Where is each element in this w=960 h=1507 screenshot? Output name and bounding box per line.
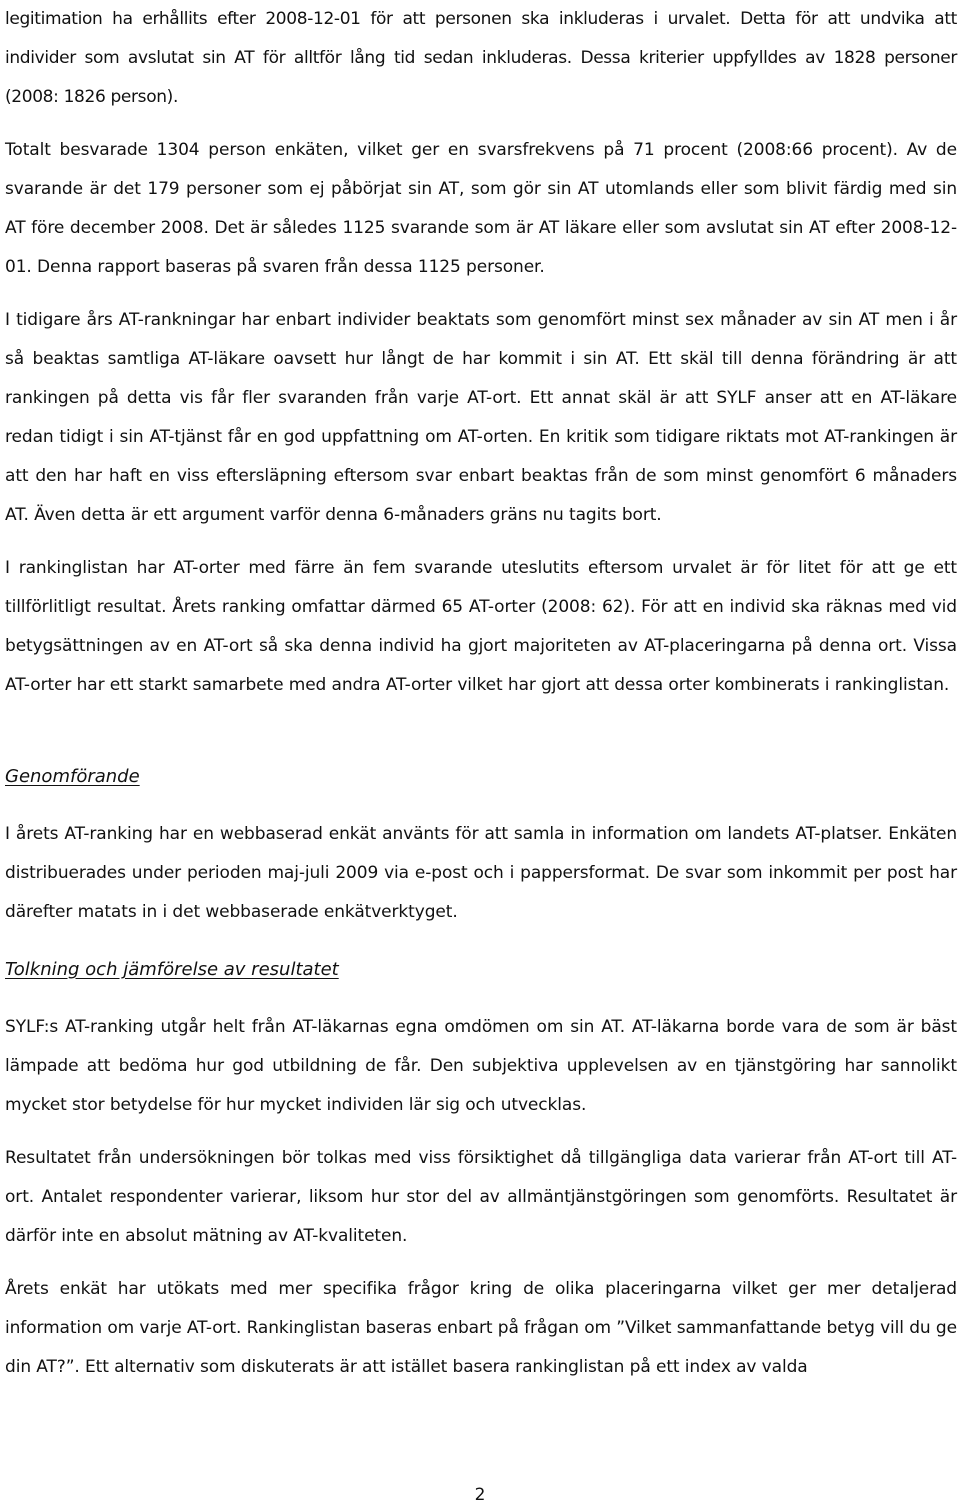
paragraph-expanded-survey: Årets enkät har utökats med mer specifika frågor kring de olika placeringarna vilket ger mer detaljerad information om varje AT-ort. Rankinglistan baseras enbart på frågan om ”Vilket sammanfattande betyg vill du ge din AT?”. Ett alternativ som diskuterats är att istället basera rankinglistan på ett index av valda — [5, 1279, 957, 1377]
paragraph-methodology-change: I tidigare års AT-rankningar har enbart individer beaktats som genomfört minst sex månader av sin AT men i år så beaktas samtliga AT-läkare oavsett hur långt de har kommit i sin AT. Ett skäl till denna förändring är att rankingen på detta vis får fler svaranden från varje AT-ort. Ett annat skäl är att SYLF anser att en AT-läkare redan tidigt i sin AT-tjänst får en god uppfattning om AT-orten. En kritik som tidigare riktats mot AT-rankingen är att den har haft en viss eftersläpning eftersom svar enbart beaktas från de som minst genomfört 6 månaders AT. Även detta är ett argument varför denna 6-månaders gräns nu tagits bort. — [5, 310, 957, 525]
paragraph-survey-distribution: I årets AT-ranking har en webbaserad enkät använts för att samla in information om landets AT-platser. Enkäten distribuerades under perioden maj-juli 2009 via e-post och i pappersformat. De svar som inkommit per post har därefter matats in i det webbaserade enkätverktyget. — [5, 824, 957, 922]
page-number: 2 — [474, 1485, 486, 1505]
paragraph-subjective-assessment: SYLF:s AT-ranking utgår helt från AT-läkarnas egna omdömen om sin AT. AT-läkarna borde vara de som är bäst lämpade att bedöma hur god utbildning de får. Den subjektiva upplevelsen av en tjänstgöring har sannolikt mycket stor betydelse för hur mycket individen lär sig och utvecklas. — [5, 1017, 957, 1115]
paragraph-response-rate: Totalt besvarade 1304 person enkäten, vilket ger en svarsfrekvens på 71 procent (2008:66 procent). Av de svarande är det 179 personer som ej påbörjat sin AT, som gör sin AT utomlands eller som blivit färdig med sin AT före december 2008. Det är således 1125 svarande som är AT läkare eller som avslutat sin AT efter 2008-12-01. Denna rapport baseras på svaren från dessa 1125 personer. — [5, 140, 957, 277]
paragraph-ranking-list: I rankinglistan har AT-orter med färre än fem svarande uteslutits eftersom urvalet är för litet för att ge ett tillförlitligt resultat. Årets ranking omfattar därmed 65 AT-orter (2008: 62). För att en individ ska räknas med vid betygsättningen av en AT-ort så ska denna individ ha gjort majoriteten av AT-placeringarna på denna ort. Vissa AT-orter har ett starkt samarbete med andra AT-orter vilket har gjort att dessa orter kombinerats i rankinglistan. — [5, 558, 957, 695]
document-body — [5, 0, 957, 1387]
heading-genomforande: Genomförande — [5, 766, 140, 787]
heading-tolkning: Tolkning och jämförelse av resultatet — [5, 959, 339, 980]
paragraph-interpretation-caution: Resultatet från undersökningen bör tolkas med viss försiktighet då tillgängliga data varierar från AT-ort till AT-ort. Antalet respondenter varierar, liksom hur stor del av allmäntjänstgöringen som genomförts. Resultatet är därför inte en absolut mätning av AT-kvaliteten. — [5, 1148, 957, 1246]
paragraph-selection-criteria: legitimation ha erhållits efter 2008-12-01 för att personen ska inkluderas i urvalet. Detta för att undvika att individer som avslutat sin AT för alltför lång tid sedan inkluderas. Dessa kriterier uppfylldes av 1828 personer (2008: 1826 person). — [5, 9, 957, 107]
